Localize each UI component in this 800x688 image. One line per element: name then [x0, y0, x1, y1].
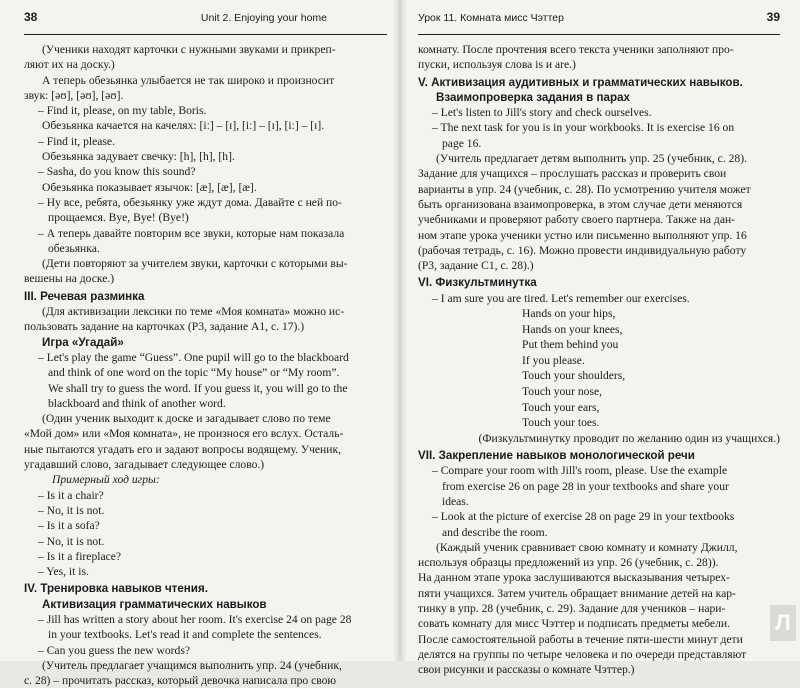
dialogue-line: – Can you guess the new words?	[38, 643, 190, 657]
section-subheading: Активизация грамматических навыков	[42, 597, 267, 611]
text-line: делятся на группы по четыре человека и по очереди представляют	[418, 647, 747, 661]
dialogue-continuation: прощаемся. Bye, Bye! (Bye!)	[48, 211, 189, 225]
paragraph-line: (Ученики находят карточки с нужными звуками и прикреп-	[42, 43, 336, 56]
section-subheading: Игра «Угадай»	[42, 335, 124, 349]
dialogue-line: – Is it a chair?	[38, 488, 104, 502]
text-line: звук: [əʊ], [əʊ], [əʊ].	[24, 88, 124, 102]
instruction-line: Обезьянка задувает свечку: [h], [h], [h].	[42, 150, 235, 164]
text-line: После самостоятельной работы в течение пяти-шести минут дети	[418, 632, 743, 646]
dialogue-line: – Jill has written a story about her room. It's exercise 24 on page 28	[38, 612, 352, 626]
paragraph-line: (Дети повторяют за учителем звуки, карточки с которыми вы-	[42, 257, 348, 271]
dialogue-line: – А теперь давайте повторим все звуки, которые нам показала	[38, 226, 345, 240]
text-line: свои рисунки и рассказы о комнате Чэттер.)	[418, 663, 635, 677]
paragraph-line: (Один ученик выходит к доске и загадывает слово по теме	[42, 412, 331, 426]
text-line: (рабочая тетрадь, с. 16). Можно провести индивидуальную работу	[418, 243, 747, 257]
right-page	[418, 10, 780, 677]
section-heading: V. Активизация аудитивных и грамматических навыков.	[418, 75, 743, 89]
dialogue-line: – Ну все, ребята, обезьянку уже ждут дома. Давайте с ней по-	[38, 195, 342, 209]
text-line: ные пытаются угадать его и задают вопросы водящему. Ученик,	[24, 442, 341, 456]
instruction-line: Обезьянка качается на качелях: [iː] – [ɪ], [iː] – [ɪ], [iː] – [ɪ].	[42, 119, 325, 133]
poem-line: Put them behind you	[522, 338, 619, 352]
dialogue-line: – Sasha, do you know this sound?	[38, 165, 196, 179]
paragraph-line: А теперь обезьянка улыбается не так широко и произносит	[42, 73, 335, 87]
right-page-header	[418, 10, 780, 35]
dialogue-line: – No, it is not.	[38, 503, 105, 517]
left-page	[24, 10, 387, 688]
text-line: вешены на доске.)	[24, 272, 115, 286]
note-line: (Физкультминутку проводит по желанию один из учащихся.)	[478, 431, 780, 445]
dialogue-continuation: and think of one word on the topic “My house” or “My room”.	[48, 366, 340, 380]
dialogue-line: – No, it is not.	[38, 534, 105, 548]
text-line: На данном этапе урока заслушиваются высказывания четырех-	[418, 571, 730, 585]
text-line: учебниками и проверяют работу своего партнера. Также на дан-	[418, 213, 736, 227]
text-line: (Р3, задание С1, с. 28).)	[418, 259, 534, 273]
left-page-header	[24, 10, 387, 35]
left-page-number: 38	[24, 10, 38, 24]
left-running-head: Unit 2. Enjoying your home	[200, 12, 327, 24]
paragraph-line: (Каждый ученик сравнивает свою комнату и комнату Джилл,	[436, 540, 738, 554]
section-heading: VII. Закрепление навыков монологической речи	[418, 449, 695, 463]
section-subheading: Взаимопроверка задания в парах	[436, 90, 630, 104]
left-page-body	[24, 42, 387, 688]
section-heading: III. Речевая разминка	[24, 289, 145, 303]
text-line: пуски, используя слова is и are.)	[418, 58, 576, 72]
poem-line: If you please.	[522, 353, 585, 367]
dialogue-continuation: in your textbooks. Let's read it and complete the sentences.	[48, 628, 322, 642]
dialogue-continuation: and describe the room.	[442, 525, 548, 539]
dialogue-line: – I am sure you are tired. Let's remember our exercises.	[432, 291, 690, 305]
section-heading: VI. Физкультминутка	[418, 276, 537, 290]
watermark-logo: Л	[770, 605, 796, 641]
paragraph-line: (Для активизации лексики по теме «Моя комната» можно ис-	[42, 305, 345, 319]
dialogue-continuation: blackboard and think of another word.	[48, 396, 226, 410]
text-line: с. 28) – прочитать рассказ, который девочка написала про свою	[24, 674, 337, 688]
instruction-line: Обезьянка показывает язычок: [æ], [æ], [æ].	[42, 180, 257, 194]
poem-line: Hands on your hips,	[522, 307, 616, 321]
text-line: пользовать задание на карточках (Р3, задание А1, с. 17).)	[24, 320, 305, 334]
paragraph-line: (Учитель предлагает детям выполнить упр. 25 (учебник, с. 28).	[436, 152, 747, 166]
dialogue-line: – Compare your room with Jill's room, please. Use the example	[432, 464, 728, 478]
dialogue-continuation: обезьянка.	[48, 241, 100, 255]
dialogue-line: – Is it a sofa?	[38, 519, 100, 533]
poem-line: Hands on your knees,	[522, 322, 623, 336]
dialogue-line: – Find it, please, on my table, Boris.	[38, 104, 207, 118]
example-label: Примерный ход игры:	[52, 473, 160, 487]
right-page-body	[418, 42, 780, 678]
poem-line: Touch your ears,	[522, 400, 600, 414]
dialogue-continuation: We shall try to guess the word. If you guess it, you will go to the	[48, 381, 348, 395]
dialogue-line: – Look at the picture of exercise 28 on page 29 in your textbooks	[432, 510, 735, 524]
text-line: комнату. После прочтения всего текста ученики заполняют про-	[418, 43, 734, 56]
dialogue-line: – Find it, please.	[38, 134, 115, 148]
book-gutter	[393, 0, 407, 661]
dialogue-continuation: ideas.	[442, 494, 469, 508]
text-line: Задание для учащихся – прослушать рассказ и проверить свои	[418, 167, 727, 181]
poem-line: Touch your nose,	[522, 385, 603, 399]
text-line: быть организована взаимопроверка, в этом случае дети меняются	[418, 197, 743, 211]
right-running-head: Урок 11. Комната мисс Чэттер	[418, 12, 564, 24]
dialogue-line: – Is it a fireplace?	[38, 549, 122, 563]
dialogue-continuation: from exercise 26 on page 28 in your textbooks and share your	[442, 479, 729, 493]
text-line: тинку в упр. 28 (учебник, с. 29). Задание для учеников – нари-	[418, 602, 726, 616]
text-line: «Мой дом» или «Моя комната», не произнося его вслух. Осталь-	[24, 427, 344, 441]
text-line: угадавший слово, загадывает следующее слово.)	[24, 458, 265, 472]
dialogue-line: – Yes, it is.	[38, 565, 89, 579]
text-line: ляют их на доску.)	[24, 58, 115, 72]
dialogue-line: – Let's play the game “Guess”. One pupil will go to the blackboard	[38, 350, 349, 364]
exercise-poem	[418, 306, 780, 431]
text-line: совать комнату для мисс Чэттер и подписать предметы мебели.	[418, 617, 730, 631]
dialogue-line: – The next task for you is in your workbooks. It is exercise 16 on	[432, 121, 735, 135]
right-page-number: 39	[766, 10, 780, 24]
dialogue-continuation: page 16.	[442, 136, 482, 150]
text-line: пяти учащихся. Затем учитель обращает внимание детей на кар-	[418, 586, 736, 600]
section-heading: IV. Тренировка навыков чтения.	[24, 582, 208, 596]
text-line: ном этапе урока ученики устно или письменно выполняют упр. 16	[418, 228, 747, 242]
poem-line: Touch your shoulders,	[522, 369, 626, 383]
text-line: варианты в упр. 24 (учебник, с. 28). По усмотрению учителя может	[418, 182, 751, 196]
poem-line: Touch your toes.	[522, 416, 600, 430]
dialogue-line: – Let's listen to Jill's story and check ourselves.	[432, 106, 652, 120]
text-line: используя образцы предложений из упр. 26 (учебник, с. 28)).	[418, 556, 719, 570]
paragraph-line: (Учитель предлагает учащимся выполнить упр. 24 (учебник,	[42, 658, 342, 672]
